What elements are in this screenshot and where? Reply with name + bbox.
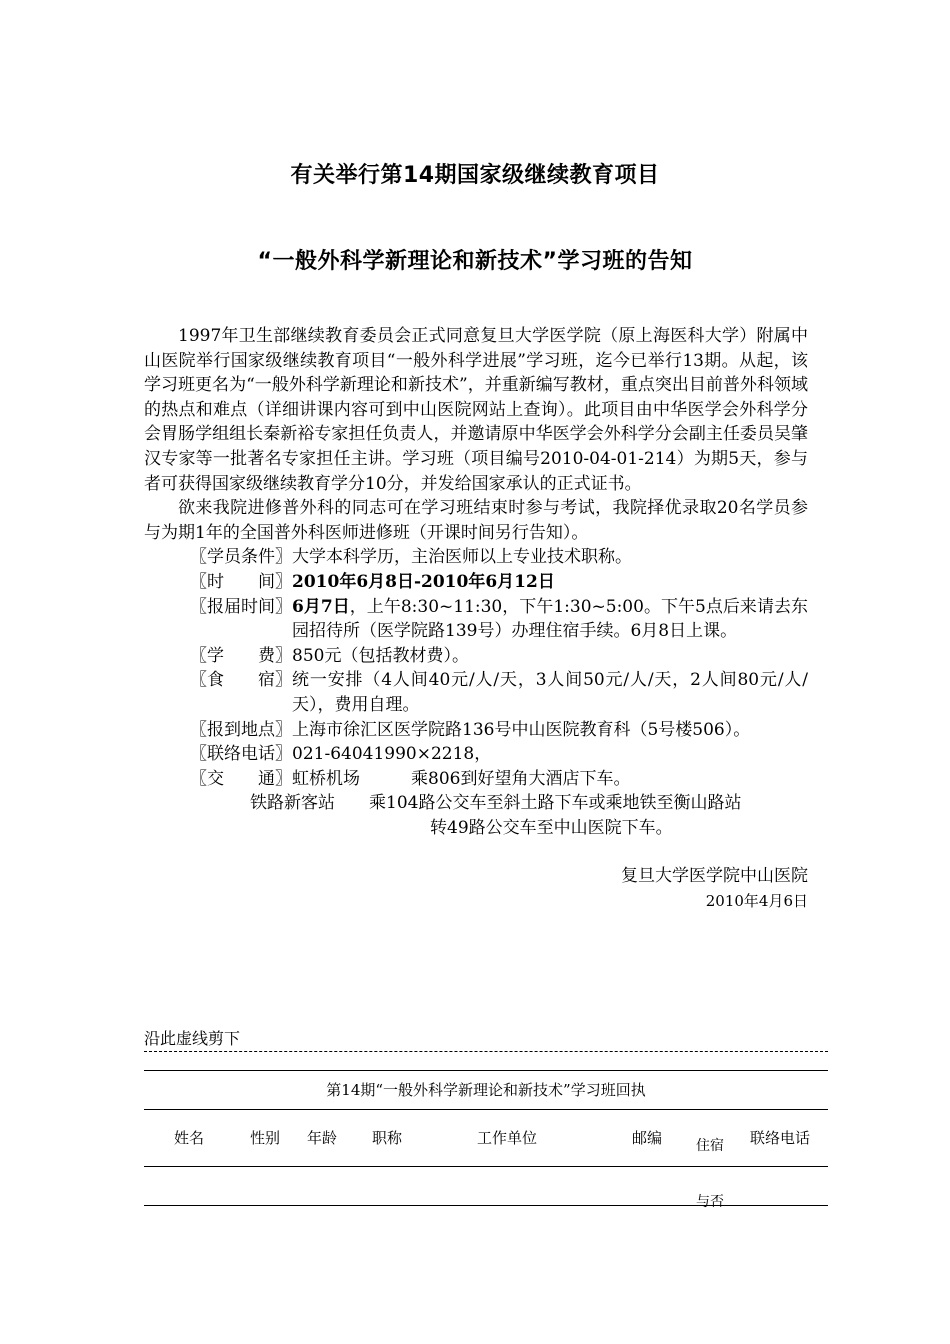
address-value: 上海市徐汇区医学院路136号中山医院教育科（5号楼506）。 (292, 719, 751, 740)
col-lodging (696, 1118, 724, 1230)
cut-line (144, 1026, 828, 1052)
item-traffic (144, 767, 808, 792)
item-address (144, 718, 808, 743)
lodging-label: 〖食 宿〗 (190, 670, 292, 691)
notice-body (144, 324, 808, 914)
item-conditions (144, 545, 808, 570)
cut-line-label: 沿此虚线剪下 (144, 1029, 241, 1048)
col-title: 职称 (372, 1129, 403, 1147)
col-lodging-line2: 与否 (696, 1194, 724, 1210)
title-line-2: “一般外科学新理论和新技术”学习班的告知 (257, 249, 693, 274)
signature-org: 复旦大学医学院中山医院 (621, 866, 808, 887)
col-name: 姓名 (174, 1129, 205, 1147)
item-checkin (144, 595, 808, 644)
reply-form-header-row (144, 1109, 828, 1210)
item-lodging (144, 668, 808, 717)
conditions-value: 大学本科学历，主治医师以上专业技术职称。 (292, 547, 632, 568)
time-label: 〖时 间〗 (190, 571, 292, 592)
traffic-transfer: 转49路公交车至中山医院下车。 (430, 817, 673, 838)
item-phone (144, 742, 808, 767)
item-fee (144, 644, 808, 669)
phone-value: 021-64041990×2218， (292, 744, 492, 765)
checkin-date: 6月7日 (292, 596, 350, 617)
col-phone: 联络电话 (750, 1129, 811, 1147)
paragraph-advanced-study: 欲来我院进修普外科的同志可在学习班结束时参与考试，我院择优录取20名学员参与为期1年的全国普外科医师进修班（开课时间另行告知）。 (144, 498, 808, 543)
col-gender: 性别 (250, 1129, 281, 1147)
lodging-value: 统一安排（4人间40元/人/天，3人间50元/人/天，2人间80元/人/天），费用自理。 (292, 670, 808, 715)
conditions-label: 〖学员条件〗 (190, 547, 292, 568)
address-label: 〖报到地点〗 (190, 719, 292, 740)
fee-label: 〖学 费〗 (190, 645, 292, 666)
traffic-label: 〖交 通〗 (190, 768, 292, 789)
reply-form-blank-row[interactable] (144, 1166, 828, 1206)
col-age: 年龄 (307, 1129, 338, 1147)
phone-label: 〖联络电话〗 (190, 744, 292, 765)
paragraph-intro: 1997年卫生部继续教育委员会正式同意复旦大学医学院（原上海医科大学）附属中山医院举行国家级继续教育项目“一般外科学进展”学习班，迄今已举行13期。从起，该学习班更名为“一般外科学新理论和新技术”，并重新编写教材，重点突出目前普外科领域的热点和难点（详细讲课内容可到中山医院网站上查询）。此项目由中华医学会外科学分会胃肠学组组长秦新裕专家担任负责人，并邀请原中华医学会外科学分会副主任委员吴肇汉专家等一批著名专家担任主讲。学习班（项目编号2010-04-01-214）为期5天，参与者可获得国家级继续教育学分10分，并发给国家承认的正式证书。 (144, 326, 808, 494)
fee-value: 850元（包括教材费）。 (292, 645, 469, 666)
checkin-label: 〖报届时间〗 (190, 596, 292, 617)
traffic-railway: 铁路新客站 乘104路公交车至斜土路下车或乘地铁至衡山路站 (250, 793, 742, 814)
checkin-text (292, 595, 808, 644)
signature-date: 2010年4月6日 (705, 892, 808, 911)
traffic-airport: 虹桥机场 乘806到好望角大酒店下车。 (292, 768, 631, 789)
item-time (144, 570, 808, 595)
title-line-1: 有关举行第14期国家级继续教育项目 (290, 163, 660, 188)
col-workplace: 工作单位 (477, 1129, 538, 1147)
col-postcode: 邮编 (632, 1129, 663, 1147)
reply-form-caption: 第14期“一般外科学新理论和新技术”学习班回执 (144, 1070, 828, 1109)
checkin-value: ，上午8:30~11:30，下午1:30~5:00。下午5点后来请去东园招待所（医学院路139号）办理住宿手续。6月8日上课。 (292, 596, 808, 642)
traffic-railway-row (144, 791, 808, 816)
reply-form (144, 1070, 828, 1210)
col-lodging-line1: 住宿 (696, 1138, 724, 1154)
time-value: 2010年6月8日-2010年6月12日 (292, 571, 555, 592)
